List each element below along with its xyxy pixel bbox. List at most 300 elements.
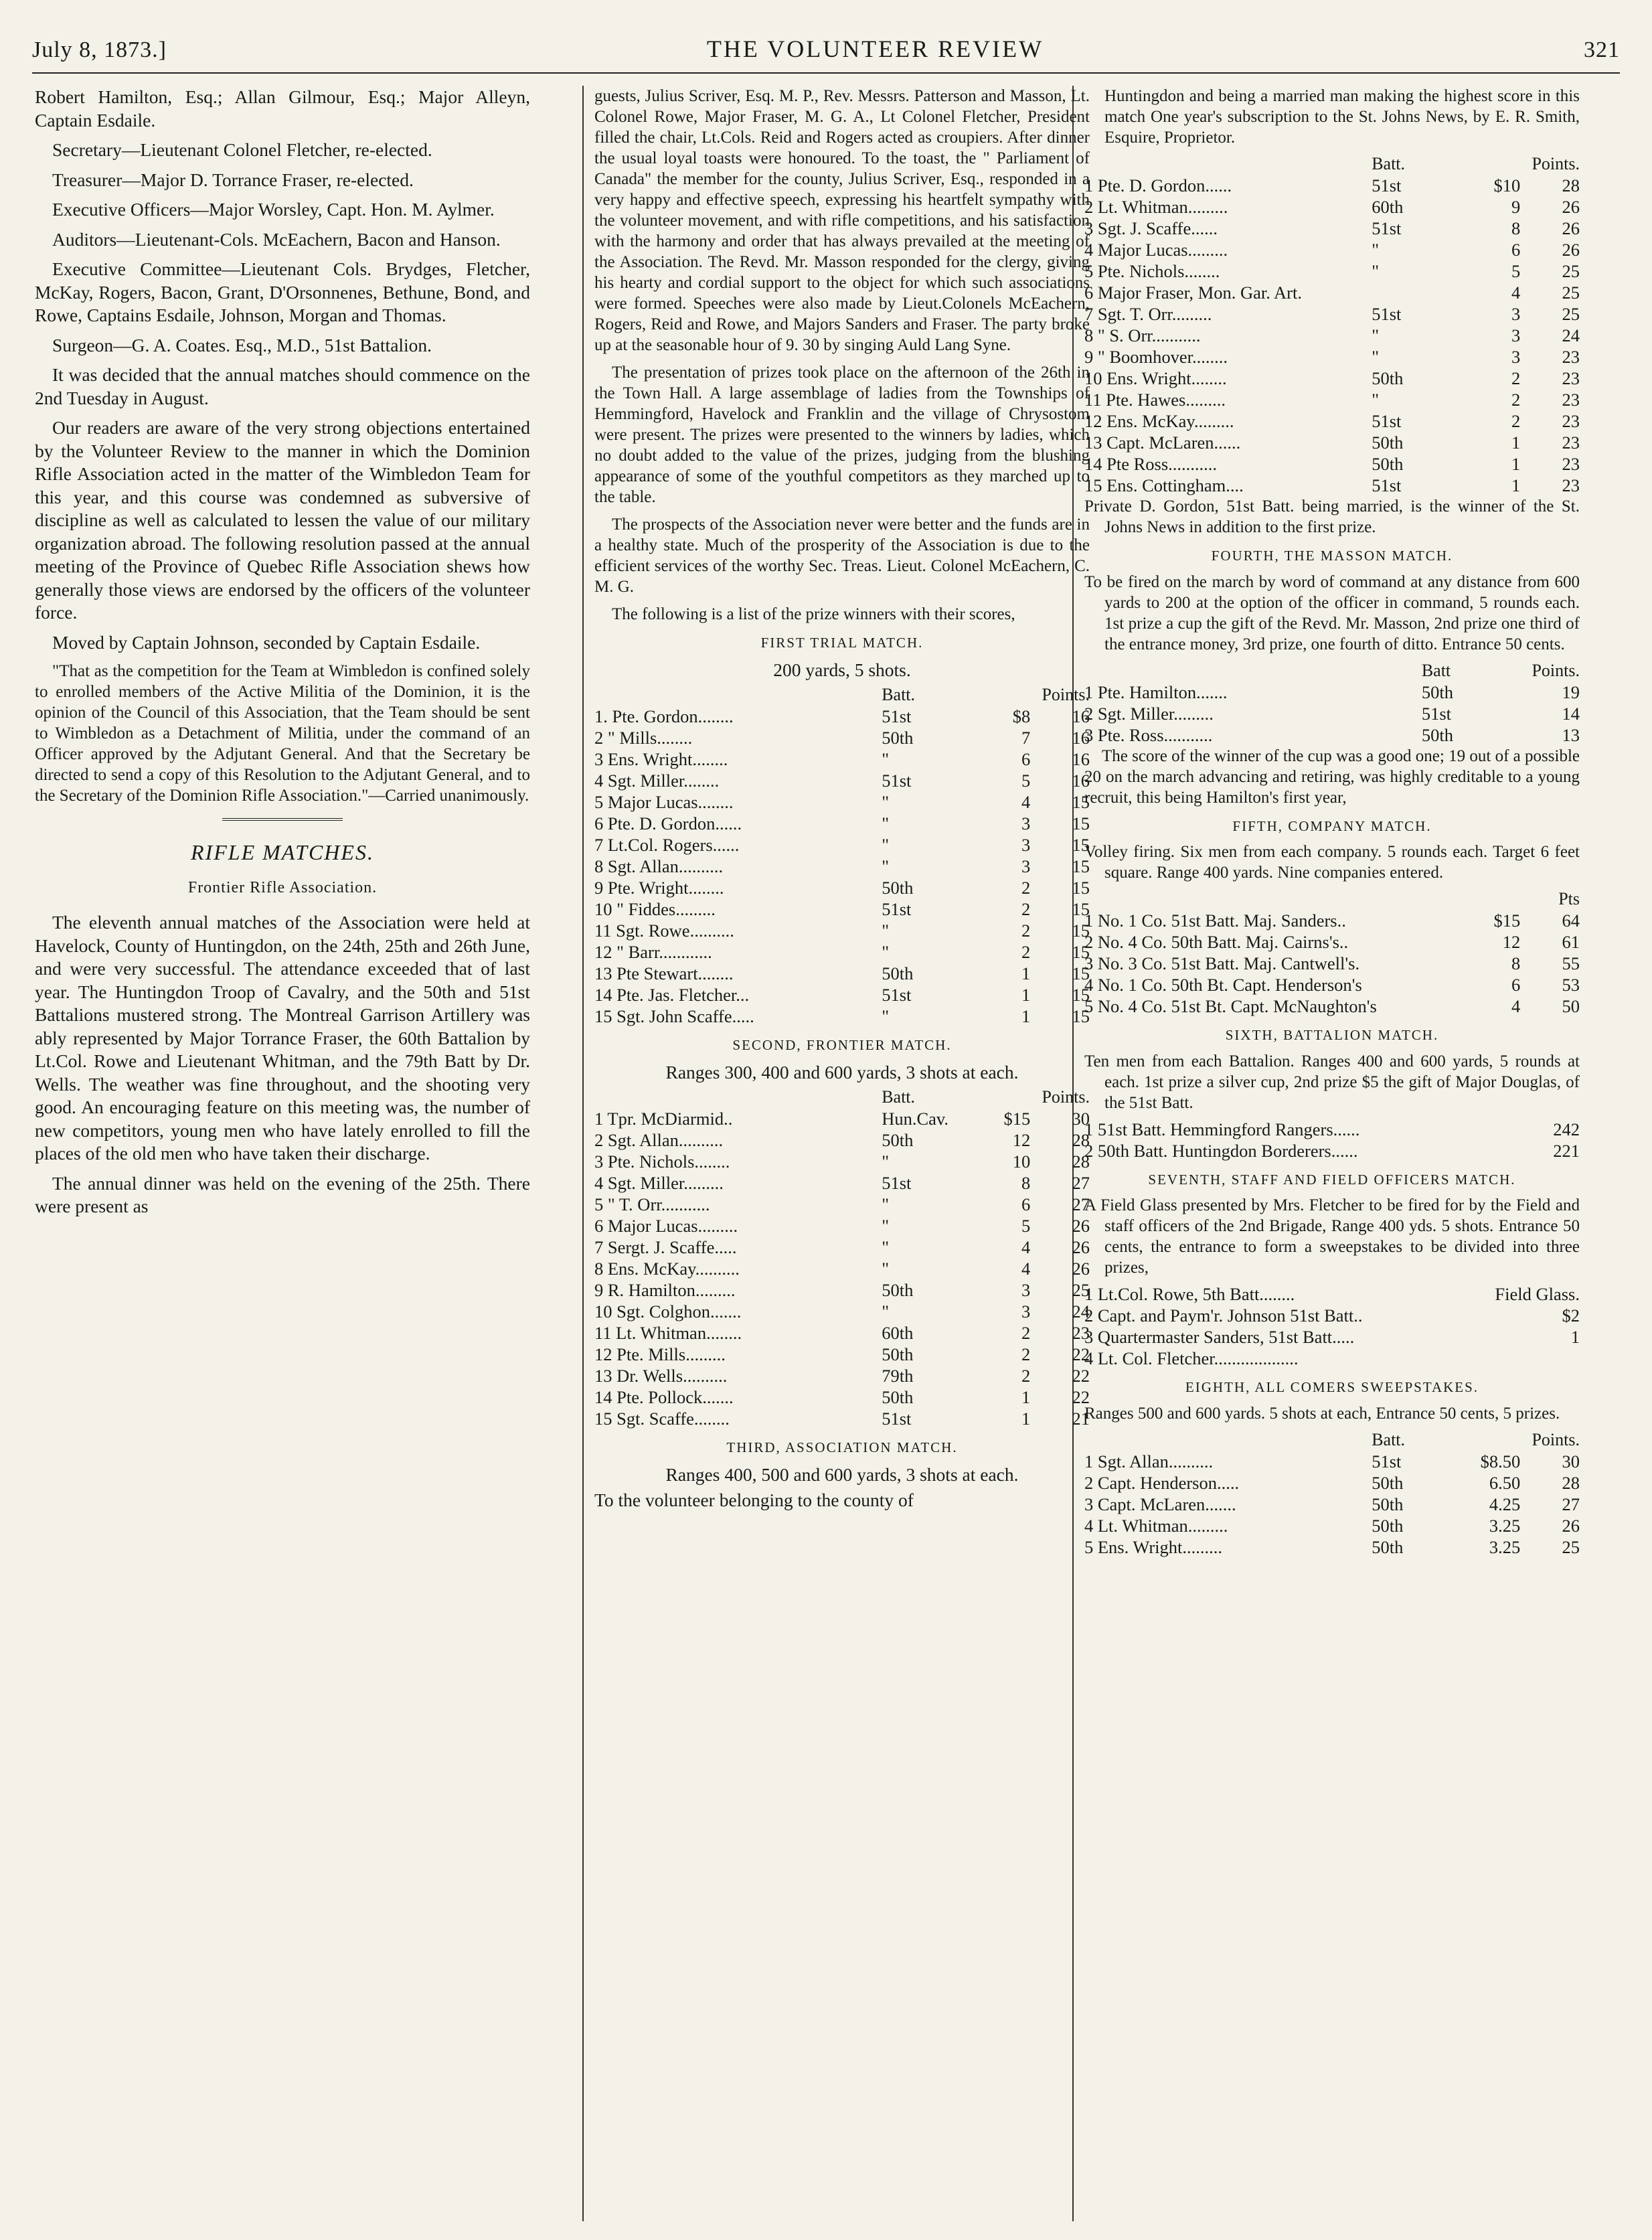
page-header xyxy=(32,35,1620,74)
table-cell: 15 xyxy=(1072,835,1090,855)
table-cell: 51st xyxy=(882,706,912,726)
table-cell: 1 Tpr. McDiarmid.. xyxy=(594,1109,733,1129)
table-cell: 4 xyxy=(1021,792,1031,812)
table-row xyxy=(1084,1305,1580,1326)
table-cell: 3.25 xyxy=(1489,1515,1521,1536)
table-cell: 64 xyxy=(1562,910,1580,931)
table-row xyxy=(1084,974,1580,995)
table-cell: 16 xyxy=(1072,749,1090,769)
table-row xyxy=(1084,260,1580,282)
table-cell: 2 xyxy=(1021,1344,1031,1364)
table-cell: 2 Lt. Whitman......... xyxy=(1084,197,1228,217)
table-cell: " xyxy=(1372,390,1380,410)
table-cell: 27 xyxy=(1072,1194,1090,1214)
table-cell: 26 xyxy=(1562,1515,1580,1536)
table-cell: 6 xyxy=(1021,1194,1031,1214)
table-cell: 2 " Mills........ xyxy=(594,728,693,748)
table-cell: 2 xyxy=(1511,411,1521,431)
batt-header: Batt. xyxy=(882,685,916,704)
table-cell: 1 xyxy=(1021,985,1031,1005)
table-cell: 50th xyxy=(882,1130,914,1150)
table-cell: 6.50 xyxy=(1489,1472,1521,1493)
table-cell: 15 xyxy=(1072,1006,1090,1026)
table-cell: 51st xyxy=(1372,304,1402,324)
table-cell: 4 Lt. Whitman......... xyxy=(1084,1515,1228,1536)
table-cell: 5 xyxy=(1021,1216,1031,1236)
table-row xyxy=(594,1365,1090,1386)
match-3-note: Private D. Gordon, 51st Batt. being married, is the winner of the St. Johns News in addition to the first prize. xyxy=(1084,497,1580,536)
table-cell: 3 Sgt. J. Scaffe...... xyxy=(1084,218,1218,238)
match-1-subtitle: 200 yards, 5 shots. xyxy=(773,659,911,680)
table-cell: 25 xyxy=(1562,1536,1580,1557)
table-row xyxy=(1084,1451,1580,1472)
table-row xyxy=(1084,475,1580,496)
match-7-table xyxy=(1084,1283,1580,1369)
table-cell: " xyxy=(882,1194,890,1214)
table-cell: " xyxy=(882,1006,890,1026)
table-cell: 51st xyxy=(882,1173,912,1193)
table-cell: 5 No. 4 Co. 51st Bt. Capt. McNaughton's xyxy=(1084,996,1377,1016)
table-cell: 2 50th Batt. Huntingdon Borderers...... xyxy=(1084,1140,1358,1161)
table-cell: 15 xyxy=(1072,856,1090,876)
table-row xyxy=(594,941,1090,963)
table-cell: 51st xyxy=(882,899,912,919)
table-row xyxy=(594,727,1090,748)
table-cell: 4 Lt. Col. Fletcher................... xyxy=(1084,1348,1299,1368)
table-cell: Field Glass. xyxy=(1495,1284,1580,1304)
match-7-description: A Field Glass presented by Mrs. Fletcher to be fired for by the Field and staff officers of the 2nd Brigade, Range 400 yds. 5 shots. Entrance 50 cents, the entrance to form a sweepstakes to be divided into three prizes, xyxy=(1084,1196,1580,1277)
officer-executive: Executive Officers—Major Worsley, Capt. Hon. M. Aylmer. xyxy=(52,199,495,220)
table-cell xyxy=(1464,1348,1580,1369)
table-cell: 28 xyxy=(1562,175,1580,195)
table-cell: 60th xyxy=(882,1323,914,1343)
table-cell: 2 xyxy=(1511,368,1521,388)
table-cell: 28 xyxy=(1072,1130,1090,1150)
table-cell: 4 Sgt. Miller........ xyxy=(594,771,720,791)
table-cell: 26 xyxy=(1072,1216,1090,1236)
batt-header: Batt. xyxy=(1372,154,1406,173)
table-cell: 24 xyxy=(1562,325,1580,345)
table-cell: " xyxy=(882,921,890,941)
table-cell: 6 xyxy=(1021,749,1031,769)
table-cell: 5 Pte. Nichols........ xyxy=(1084,261,1220,281)
table-cell: 26 xyxy=(1072,1237,1090,1257)
table-row xyxy=(594,1386,1090,1408)
table-cell: 2 Capt. Henderson..... xyxy=(1084,1472,1240,1493)
table-cell: 5 xyxy=(1021,771,1031,791)
table-cell: 50th xyxy=(882,963,914,983)
table-cell: " xyxy=(1372,261,1380,281)
table-cell: 50th xyxy=(1421,724,1453,745)
table-cell: 15 xyxy=(1072,963,1090,983)
table-row xyxy=(594,1322,1090,1344)
header-date: July 8, 1873.] xyxy=(32,37,167,62)
table-cell: Hun.Cav. xyxy=(882,1109,949,1129)
table-cell: 23 xyxy=(1072,1323,1090,1343)
table-cell: " xyxy=(882,835,890,855)
table-cell: " xyxy=(882,1259,890,1279)
table-row xyxy=(1084,1472,1580,1494)
points-header: Points. xyxy=(1532,154,1580,173)
match-3-table xyxy=(1084,153,1580,496)
table-cell: 23 xyxy=(1562,390,1580,410)
table-cell: 6 xyxy=(1511,975,1521,995)
table-cell: 1 51st Batt. Hemmingford Rangers...... xyxy=(1084,1119,1360,1139)
table-cell: 5 " T. Orr........... xyxy=(594,1194,710,1214)
match-4-title: FOURTH, THE MASSON MATCH. xyxy=(1211,548,1453,564)
table-cell: 50th xyxy=(882,1280,914,1300)
table-cell: 23 xyxy=(1562,432,1580,453)
table-cell: 8 xyxy=(1511,953,1521,973)
table-row xyxy=(1084,175,1580,196)
table-row xyxy=(1084,1140,1580,1162)
column-1 xyxy=(35,86,530,1225)
table-cell: 6 xyxy=(1511,240,1521,260)
table-cell: 1 xyxy=(1511,432,1521,453)
table-row xyxy=(1084,389,1580,410)
table-row xyxy=(1084,453,1580,475)
table-cell: 2 xyxy=(1021,942,1031,962)
table-cell: 3 No. 3 Co. 51st Batt. Maj. Cantwell's. xyxy=(1084,953,1360,973)
match-1-table xyxy=(594,684,1090,1027)
table-cell xyxy=(1372,282,1461,303)
table-cell: 12 xyxy=(1012,1130,1031,1150)
table-cell: 3.25 xyxy=(1489,1536,1521,1557)
table-cell: " xyxy=(1372,240,1380,260)
table-row xyxy=(594,1194,1090,1215)
match-5-table xyxy=(1084,888,1580,1017)
table-cell: 2 xyxy=(1021,921,1031,941)
table-cell: 21 xyxy=(1072,1409,1090,1429)
paragraph-moved: Moved by Captain Johnson, seconded by Captain Esdaile. xyxy=(52,631,481,653)
match-5-description: Volley firing. Six men from each company. 5 rounds each. Target 6 feet square. Range 400 yards. Nine companies entered. xyxy=(1084,843,1580,882)
table-cell: 3 xyxy=(1511,347,1521,367)
batt-header: Batt xyxy=(1421,660,1451,680)
table-row xyxy=(1084,239,1580,260)
table-cell: 3 xyxy=(1021,1301,1031,1322)
table-cell: 27 xyxy=(1072,1173,1090,1193)
table-cell: 2 xyxy=(1021,899,1031,919)
column-rule-1 xyxy=(582,86,584,2221)
table-cell: 3 Ens. Wright........ xyxy=(594,749,728,769)
table-cell: " xyxy=(882,1301,890,1322)
table-cell: $8 xyxy=(1012,706,1031,726)
table-cell: 25 xyxy=(1562,261,1580,281)
table-cell: 10 " Fiddes......... xyxy=(594,899,716,919)
table-cell: 221 xyxy=(1553,1140,1580,1161)
table-cell: " xyxy=(1372,347,1380,367)
table-cell: 50 xyxy=(1562,996,1580,1016)
table-row xyxy=(1084,1515,1580,1536)
table-cell: 3 Capt. McLaren....... xyxy=(1084,1494,1236,1514)
table-row xyxy=(594,770,1090,791)
column-2 xyxy=(594,86,1090,1519)
table-cell: 5 Major Lucas........ xyxy=(594,792,734,812)
table-row xyxy=(1084,218,1580,239)
table-cell: 9 R. Hamilton......... xyxy=(594,1280,736,1300)
table-row xyxy=(594,1408,1090,1429)
table-cell: 50th xyxy=(882,878,914,898)
header-page-number: 321 xyxy=(1584,37,1620,62)
table-cell: 242 xyxy=(1553,1119,1580,1139)
match-4-note: The score of the winner of the cup was a good one; 19 out of a possible 20 on the march advancing and retiring, was highly creditable to a young recruit, this being Hamilton's first year, xyxy=(1084,746,1580,807)
points-header: Points. xyxy=(1532,660,1580,680)
points-header: Points. xyxy=(1532,1429,1580,1449)
table-cell: " xyxy=(882,1237,890,1257)
table-cell: 15 xyxy=(1072,878,1090,898)
paragraph-eleventh: The eleventh annual matches of the Association were held at Havelock, County of Huntingdon, on the 24th, 25th and 26th June, and were very successful. The attendance exceeded that of last year. The Huntingdon Troop of Cavalry, and the 50th and 51st Battalions mustered strong. The Montreal Garrison Artillery was ably represented by Major Torrance Fraser, the 60th Battalion by Lt.Col. Rowe and Lieutenant Whitman, and the 79th Batt by Dr. Wells. The weather was fine throughout, and the shooting very good. An encouraging feature on this meeting was, the number of new competitors, young men who have lately enrolled to fill the places of the old men who have taken their discharge. xyxy=(35,912,530,1164)
section-divider xyxy=(222,818,343,823)
table-cell: 16 xyxy=(1072,706,1090,726)
officer-secretary: Secretary—Lieutenant Colonel Fletcher, re-elected. xyxy=(52,139,432,160)
table-cell: 50th xyxy=(1372,1515,1404,1536)
table-cell: 15 xyxy=(1072,792,1090,812)
table-cell: 3 xyxy=(1021,813,1031,833)
table-row xyxy=(594,877,1090,898)
table-cell: 5 xyxy=(1511,261,1521,281)
table-cell: 25 xyxy=(1562,304,1580,324)
table-cell: 14 Pte. Jas. Fletcher... xyxy=(594,985,750,1005)
table-row xyxy=(1084,196,1580,218)
table-cell: 25 xyxy=(1562,283,1580,303)
table-row xyxy=(594,856,1090,877)
table-cell: 2 No. 4 Co. 50th Batt. Maj. Cairns's.. xyxy=(1084,932,1349,952)
table-cell: 4 xyxy=(1021,1259,1031,1279)
table-cell: 79th xyxy=(882,1366,914,1386)
table-cell: 1 Lt.Col. Rowe, 5th Batt........ xyxy=(1084,1284,1295,1304)
table-cell: 26 xyxy=(1562,197,1580,217)
table-cell: 4 xyxy=(1511,283,1521,303)
table-cell: 51st xyxy=(1372,475,1402,495)
table-row xyxy=(1084,1326,1580,1348)
match-4-table xyxy=(1084,660,1580,746)
table-cell: 2 xyxy=(1021,1323,1031,1343)
table-cell: 7 Sgt. T. Orr......... xyxy=(1084,304,1212,324)
table-row xyxy=(1084,410,1580,432)
table-row xyxy=(1084,303,1580,325)
table-cell: $2 xyxy=(1562,1305,1580,1326)
table-cell: 12 Ens. McKay......... xyxy=(1084,411,1234,431)
table-cell: 3 Quartermaster Sanders, 51st Batt..... xyxy=(1084,1327,1355,1347)
paragraph-resolution: "That as the competition for the Team at Wimbledon is confined solely to enrolled members of the Active Militia of the Dominion, it is the opinion of the Council of this Association, that the Team should be sent to Wimbledon as a Detachment of Militia, under the command of an Officer approved by the Adjutant General. And that the Secretary be directed to send a copy of this Resolution to the Adjutant General, and to the Secretary of the Dominion Rifle Association."—Carried unanimously. xyxy=(35,662,530,805)
table-cell: 1 xyxy=(1021,1006,1031,1026)
table-cell: 50th xyxy=(1372,1536,1404,1557)
table-cell: 1 xyxy=(1511,475,1521,495)
table-cell: 4 Major Lucas......... xyxy=(1084,240,1228,260)
table-cell: 51st xyxy=(882,985,912,1005)
paragraph-readers: Our readers are aware of the very strong objections entertained by the Volunteer Review to the manner in which the Dominion Rifle Association acted in the matter of the Wimbledon Team for this year, and this course was condemned as subversive of discipline as well as calculated to lessen the value of our military organization abroad. The following resolution passed at the annual meeting of the Province of Quebec Rifle Association shews how generally those views are endorsed by the officers of the volunteer force. xyxy=(35,417,530,623)
table-row xyxy=(1084,703,1580,724)
table-cell: 15 xyxy=(1072,942,1090,962)
table-cell: 3 xyxy=(1021,835,1031,855)
table-row xyxy=(594,1172,1090,1194)
table-cell: 27 xyxy=(1562,1494,1580,1514)
match-2-subtitle: Ranges 300, 400 and 600 yards, 3 shots at each. xyxy=(665,1061,1019,1083)
table-row xyxy=(594,813,1090,834)
table-row xyxy=(594,791,1090,813)
table-cell: 3 Pte. Ross........... xyxy=(1084,724,1213,745)
table-cell: 13 Capt. McLaren...... xyxy=(1084,432,1241,453)
table-cell: 15 xyxy=(1072,921,1090,941)
match-8-description: Ranges 500 and 600 yards. 5 shots at each, Entrance 50 cents, 5 prizes. xyxy=(1084,1404,1560,1423)
table-cell: 1 No. 1 Co. 51st Batt. Maj. Sanders.. xyxy=(1084,910,1346,931)
table-cell: 24 xyxy=(1072,1301,1090,1322)
table-cell: 11 Pte. Hawes......... xyxy=(1084,390,1226,410)
table-cell: 3 Pte. Nichols........ xyxy=(594,1151,730,1172)
table-cell: 10 Ens. Wright........ xyxy=(1084,368,1227,388)
table-cell: 30 xyxy=(1072,1109,1090,1129)
table-row xyxy=(594,748,1090,770)
table-cell: 9 xyxy=(1511,197,1521,217)
table-cell: 14 xyxy=(1562,703,1580,724)
table-cell: 13 Pte Stewart........ xyxy=(594,963,734,983)
table-cell: 8 xyxy=(1511,218,1521,238)
table-cell: 26 xyxy=(1562,240,1580,260)
table-row xyxy=(594,706,1090,727)
match-8-title: EIGHTH, ALL COMERS SWEEPSTAKES. xyxy=(1185,1379,1479,1395)
table-cell: 30 xyxy=(1562,1451,1580,1471)
table-cell: 12 " Barr............ xyxy=(594,942,712,962)
table-cell: 55 xyxy=(1562,953,1580,973)
table-cell: $15 xyxy=(1493,910,1521,931)
match-2-table xyxy=(594,1087,1090,1429)
table-cell: " xyxy=(882,792,890,812)
table-cell: 51st xyxy=(1372,411,1402,431)
table-row xyxy=(594,920,1090,941)
match-3-subtitle: Ranges 400, 500 and 600 yards, 3 shots at each. xyxy=(665,1463,1019,1485)
table-cell: 13 xyxy=(1562,724,1580,745)
table-cell: 8 " S. Orr........... xyxy=(1084,325,1201,345)
table-cell: 10 Sgt. Colghon....... xyxy=(594,1301,742,1322)
table-cell: 50th xyxy=(1372,432,1404,453)
table-cell: 1 xyxy=(1021,1409,1031,1429)
header-title: THE VOLUNTEER REVIEW xyxy=(706,35,1044,62)
table-cell: 50th xyxy=(882,1344,914,1364)
table-cell: 12 Pte. Mills......... xyxy=(594,1344,726,1364)
table-cell: 1 xyxy=(1511,454,1521,474)
match-2-title: SECOND, FRONTIER MATCH. xyxy=(732,1037,952,1053)
match-5-title: FIFTH, COMPANY MATCH. xyxy=(1232,817,1432,834)
table-cell: 2 xyxy=(1511,390,1521,410)
table-cell: 5 Ens. Wright......... xyxy=(1084,1536,1223,1557)
table-cell: 51st xyxy=(882,771,912,791)
table-row xyxy=(1084,995,1580,1017)
table-cell: 23 xyxy=(1562,347,1580,367)
table-cell: " xyxy=(882,856,890,876)
table-row xyxy=(1084,1119,1580,1140)
officer-treasurer: Treasurer—Major D. Torrance Fraser, re-elected. xyxy=(52,169,414,190)
table-row xyxy=(594,1236,1090,1258)
paragraph-prospects: The prospects of the Association never were better and the funds are in a healthy state. Much of the prosperity of the Association is due to the efficient services of the worthy Sec. Treas. Lieut. Colonel McEachern, C. M. G. xyxy=(594,515,1090,596)
table-cell: " xyxy=(882,813,890,833)
table-cell: 13 Dr. Wells.......... xyxy=(594,1366,728,1386)
paragraph-guests: guests, Julius Scriver, Esq. M. P., Rev. Messrs. Patterson and Masson, Lt. Colonel Rowe, Major Fraser, M. G. A., Lt Colonel Fletcher, President filled the chair, Lt.Cols. Reid and Rogers acted as croupiers. After dinner the usual loyal toasts were honoured. To the toast, the " Parliament of Canada" the member for the county, Julius Scriver, Esq., responded in a very happy and effective speech, expressing his heartfelt sympathy with the volunteer movement, and with rifle competitions, and his satisfaction with the harmony and order that has always prevailed at the meeting of the Association. The Revd. Mr. Masson responded for the clergy, giving his hearty and cordial support to the object for which such associations were formed. Speeches were also made by Lieut.Colonels McEachern, Rogers, Reid and Rowe, and Majors Sanders and Fraser. The party broke up at the seasonable hour of 9. 30 by singing Auld Lang Syne. xyxy=(594,87,1090,354)
table-cell: " xyxy=(882,942,890,962)
match-7-title: SEVENTH, STAFF AND FIELD OFFICERS MATCH. xyxy=(1148,1171,1516,1188)
table-cell: 14 Pte. Pollock....... xyxy=(594,1387,734,1407)
table-row xyxy=(1084,1348,1580,1369)
table-cell: 51st xyxy=(1372,218,1402,238)
table-row xyxy=(594,984,1090,1006)
table-cell: 51st xyxy=(1421,703,1452,724)
table-cell: 1 Sgt. Allan.......... xyxy=(1084,1451,1214,1471)
batt-header: Batt. xyxy=(882,1087,916,1107)
match-6-title: SIXTH, BATTALION MATCH. xyxy=(1225,1027,1439,1043)
table-cell: 2 xyxy=(1021,878,1031,898)
officer-committee: Executive Committee—Lieutenant Cols. Brydges, Fletcher, McKay, Rogers, Bacon, Grant, D'Orsonnenes, Bethune, Bond, and Rowe, Captains Esdaile, Johnson, Morgan and Thomas. xyxy=(35,258,530,325)
table-cell: 23 xyxy=(1562,475,1580,495)
table-cell: 53 xyxy=(1562,975,1580,995)
table-row xyxy=(1084,1494,1580,1515)
officer-auditors: Auditors—Lieutenant-Cols. McEachern, Bacon and Hanson. xyxy=(52,228,501,250)
table-cell: 50th xyxy=(1372,368,1404,388)
table-cell: 23 xyxy=(1562,368,1580,388)
match-3-title: THIRD, ASSOCIATION MATCH. xyxy=(726,1439,958,1455)
table-cell: 6 Pte. D. Gordon...... xyxy=(594,813,742,833)
table-cell: 1 xyxy=(1021,963,1031,983)
table-cell: 2 Sgt. Miller......... xyxy=(1084,703,1214,724)
table-cell: " xyxy=(882,1216,890,1236)
points-header: Pts xyxy=(1558,889,1580,908)
match-6-table xyxy=(1084,1119,1580,1162)
rifle-matches-heading: RIFLE MATCHES. xyxy=(191,840,374,864)
table-cell: 60th xyxy=(1372,197,1404,217)
table-cell: 28 xyxy=(1072,1151,1090,1172)
table-cell: 51st xyxy=(882,1409,912,1429)
table-cell: 51st xyxy=(1372,1451,1402,1471)
table-cell: 16 xyxy=(1072,728,1090,748)
table-cell: 50th xyxy=(1372,1494,1404,1514)
batt-header: Batt. xyxy=(1372,1429,1406,1449)
table-cell: 26 xyxy=(1072,1259,1090,1279)
table-cell: 1 Pte. Hamilton....... xyxy=(1084,682,1228,702)
table-cell: 7 Sergt. J. Scaffe..... xyxy=(594,1237,737,1257)
table-cell: 15 Sgt. John Scaffe..... xyxy=(594,1006,754,1026)
table-cell: 4 No. 1 Co. 50th Bt. Capt. Henderson's xyxy=(1084,975,1362,995)
table-cell: 15 xyxy=(1072,813,1090,833)
table-row xyxy=(1084,953,1580,974)
table-cell: 1 Pte. D. Gordon...... xyxy=(1084,175,1232,195)
table-cell: 14 Pte Ross........... xyxy=(1084,454,1218,474)
table-cell: 6 Major Fraser, Mon. Gar. Art. xyxy=(1084,283,1302,303)
match-6-description: Ten men from each Battalion. Ranges 400 and 600 yards, 5 rounds at each. 1st prize a silver cup, 2nd prize $5 the gift of Major Douglas, of the 51st Batt. xyxy=(1084,1052,1580,1112)
table-cell: 7 Lt.Col. Rogers...... xyxy=(594,835,740,855)
points-header: Points. xyxy=(1042,1087,1090,1107)
table-row xyxy=(594,1129,1090,1151)
table-cell: 16 xyxy=(1072,771,1090,791)
table-cell: 2 Sgt. Allan.......... xyxy=(594,1130,724,1150)
table-cell: " xyxy=(1372,325,1380,345)
association-subheading: Frontier Rifle Association. xyxy=(187,878,378,896)
table-row xyxy=(594,898,1090,920)
table-cell: 50th xyxy=(1372,1472,1404,1493)
table-cell: 11 Sgt. Rowe.......... xyxy=(594,921,734,941)
table-row xyxy=(1084,432,1580,453)
table-cell: 28 xyxy=(1562,1472,1580,1493)
match-3-continued: Huntingdon and being a married man making the highest score in this match One year's subscription to the St. Johns News, by E. R. Smith, Esquire, Proprietor. xyxy=(1104,87,1580,147)
table-cell: 50th xyxy=(882,728,914,748)
table-row xyxy=(1084,931,1580,953)
table-cell: 10 xyxy=(1012,1151,1031,1172)
table-row xyxy=(594,1258,1090,1279)
paragraph-list: The following is a list of the prize winners with their scores, xyxy=(612,605,1015,623)
table-cell: 3 xyxy=(1021,856,1031,876)
table-cell: 22 xyxy=(1072,1387,1090,1407)
officers-continued: Robert Hamilton, Esq.; Allan Gilmour, Esq.; Major Alleyn, Captain Esdaile. xyxy=(35,86,530,131)
table-row xyxy=(594,834,1090,856)
table-cell: " xyxy=(882,1151,890,1172)
match-8-table xyxy=(1084,1429,1580,1558)
